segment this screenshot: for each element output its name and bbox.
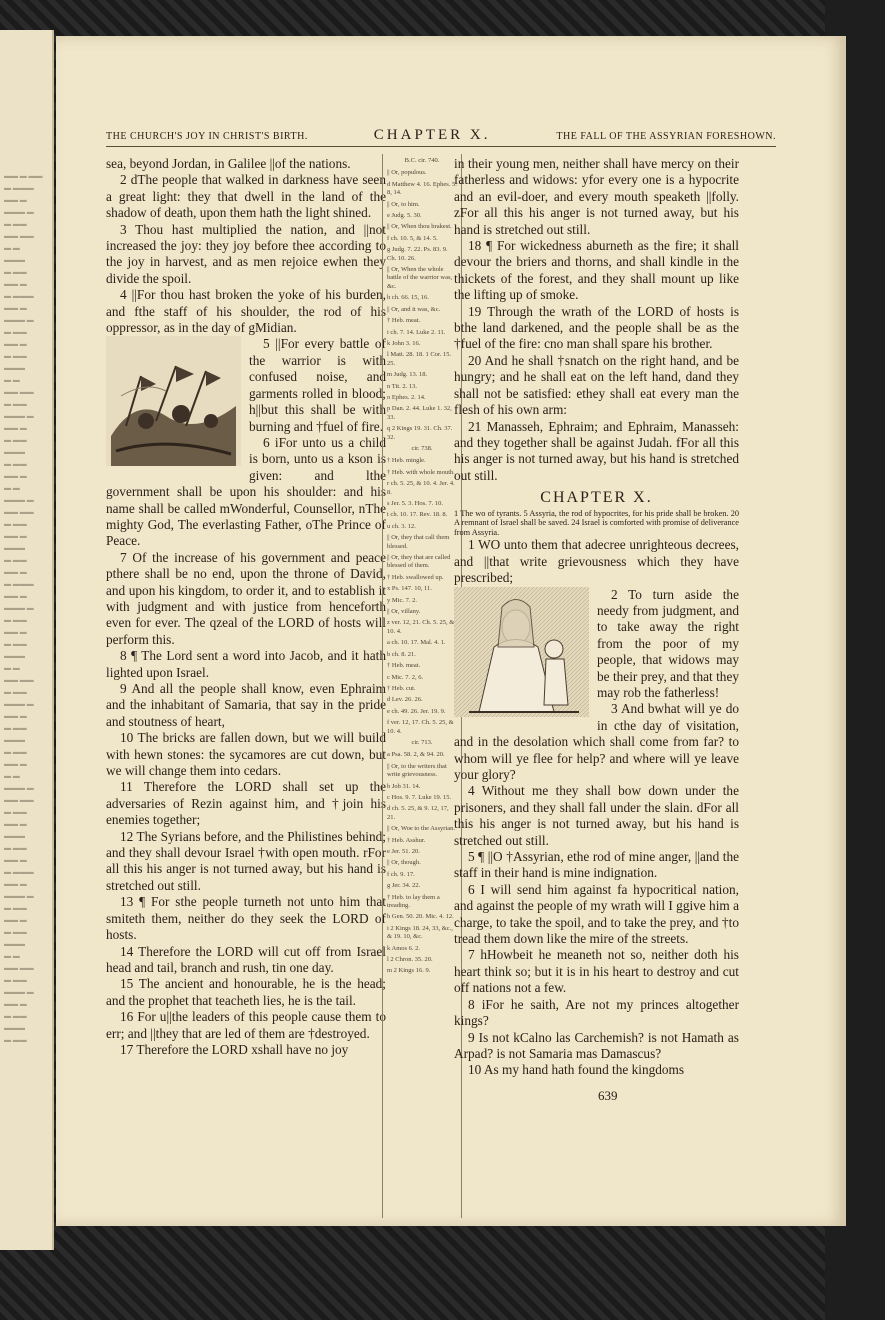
margin-note: † Heb. Asshur. bbox=[387, 836, 426, 844]
chapter-heading: CHAPTER X. bbox=[540, 489, 653, 507]
margin-note: † Heb. with whole mouth. bbox=[387, 468, 455, 476]
verse: 20 And he shall †snatch on the right hand, and be hungry; and he shall eat on the left hand, dand they shall not be satisfied: ethey shall eat every man the flesh of his own arm: bbox=[454, 352, 739, 418]
margin-note: y Mic. 7. 2. bbox=[387, 596, 417, 604]
margin-note: p Dan. 2. 44. Luke 1. 32, 33. bbox=[387, 405, 452, 421]
margin-note: a ch. 10. 17. Mal. 4. 1. bbox=[387, 639, 446, 647]
verse: 4 ||For thou hast broken the yoke of his burden, and fthe staff of his shoulder, the rod of his oppressor, as in the day of gMidian. bbox=[106, 287, 386, 336]
margin-note: a Psa. 58. 2, & 94. 20. bbox=[387, 751, 445, 759]
margin-note: † Heb. mingle. bbox=[387, 457, 426, 465]
margin-note: f ch. 10. 5, & 14. 5. bbox=[387, 234, 438, 242]
verse: 15 The ancient and honourable, he is the head; and the prophet that teacheth lies, he is the tail. bbox=[106, 976, 386, 1008]
margin-note: l 2 Chron. 35. 20. bbox=[387, 956, 433, 964]
margin-note: c Hos. 9. 7. Luke 19. 15. bbox=[387, 793, 452, 801]
margin-note: m Judg. 13. 18. bbox=[387, 371, 428, 379]
margin-note: || Or, though. bbox=[387, 859, 421, 867]
engraving-battle-scene bbox=[106, 336, 241, 470]
verse: 16 For u||the leaders of this people cause them to err; and ||they that are led of them are †destroyed. bbox=[106, 1009, 386, 1041]
verse: 10 The bricks are fallen down, but we will build with hewn stones: the sycamores are cut down, but we will change them into cedars. bbox=[106, 730, 386, 779]
margin-note: l Matt. 28. 18. 1 Cor. 15. 25. bbox=[387, 351, 452, 367]
margin-note: m 2 Kings 16. 9. bbox=[387, 967, 431, 975]
right-column bbox=[454, 156, 739, 1079]
margin-note: B.C. cir. 740. bbox=[404, 157, 440, 164]
running-header bbox=[106, 127, 776, 145]
verse: 11 Therefore the LORD shall set up the adversaries of Rezin against him, and †join his enemies together; bbox=[106, 779, 386, 828]
verse: 19 Through the wrath of the LORD of hosts is bthe land darkened, and the people shall be as the †fuel of the fire: cno man shall spare his brother. bbox=[454, 303, 739, 352]
margin-note: h Gen. 50. 20. Mic. 4. 12. bbox=[387, 913, 454, 921]
verse: 8 ¶ The Lord sent a word into Jacob, and it hath lighted upon Israel. bbox=[106, 648, 386, 680]
margin-note: † Heb. swallowed up. bbox=[387, 573, 444, 581]
margin-note: k Amos 6. 2. bbox=[387, 944, 421, 952]
header-rule bbox=[106, 146, 776, 147]
header-chapter: CHAPTER X. bbox=[373, 127, 491, 143]
verse: 6 iFor unto us a child is born, unto us a kson is given: and lthe government shall be upon his shoulder: and his name shall be called mWonderful, Counsellor, nThe mighty God, The everlasting Father, oThe Prince of Peace. bbox=[106, 434, 386, 549]
margin-note: n Tit. 2. 13. bbox=[387, 382, 417, 390]
margin-note: || Or, to the writers that write grievousness. bbox=[387, 762, 447, 779]
engraving-widow-and-child bbox=[454, 587, 589, 721]
margin-note: z ver. 12, 21. Ch. 5. 25, & 10. 4. bbox=[387, 619, 455, 635]
verse: 2 To turn aside the needy from judgment, and to take away the right from the poor of my people, that widows may be their prey, and that they may rob the fatherless! bbox=[597, 586, 739, 700]
margin-note: || Or, they that are called blessed of them. bbox=[387, 554, 451, 570]
verse: 17 Therefore the LORD xshall have no joy bbox=[120, 1041, 349, 1057]
margin-note: || Or, to him. bbox=[387, 200, 420, 208]
margin-note: || Or, villany. bbox=[387, 608, 421, 616]
verse: 2 dThe people that walked in darkness have seen a great light: they that dwell in the land of the shadow of death, upon them hath the light shined. bbox=[106, 172, 386, 221]
margin-note: || Or, and it was, &c. bbox=[387, 305, 441, 313]
margin-note: || Or, When the whole battle of the warrior was, &c. bbox=[387, 266, 453, 290]
verse: 8 iFor he saith, Are not my princes altogether kings? bbox=[454, 996, 739, 1029]
verse: 7 Of the increase of his government and peace pthere shall be no end, upon the throne of David, and upon his kingdom, to order it, and to establish it with judgment and with justice from henceforth even for ever. The qzeal of the LORD of hosts will perform this. bbox=[106, 549, 386, 647]
margin-note: d Lev. 26. 26. bbox=[387, 696, 423, 704]
verse: 18 ¶ For wickedness aburneth as the fire; it shall devour the briers and thorns, and shall kindle in the thickets of the forest, and they shall mount up like the lifting up of smoke. bbox=[454, 238, 739, 303]
header-left: THE CHURCH'S JOY IN CHRIST'S BIRTH. bbox=[106, 131, 308, 142]
margin-note: r ch. 5. 25, & 10. 4. Jer. 4. 8. bbox=[387, 480, 455, 496]
margin-note: k John 3. 16. bbox=[387, 339, 421, 347]
verse: in their young men, neither shall have mercy on their fatherless and widows: yfor every one is a hypocrite and an evil-doer, and every mouth speaketh ||folly. zFor all this his anger is not turned away, but his hand is stretched out still. bbox=[454, 156, 739, 237]
margin-note: † Heb. to lay them a treading. bbox=[387, 893, 440, 910]
verse: 9 Is not kCalno las Carchemish? is not Hamath as Arpad? is not Samaria mas Damascus? bbox=[454, 1029, 739, 1061]
margin-note: h ch. 66. 15, 16. bbox=[387, 294, 429, 302]
margin-note: b ch. 8. 21. bbox=[387, 650, 416, 658]
margin-note: † Heb. meat. bbox=[387, 317, 421, 325]
margin-note: x Ps. 147. 10, 11. bbox=[387, 585, 432, 593]
margin-note: † Heb. cut. bbox=[387, 684, 416, 692]
verse: 3 Thou hast multiplied the nation, and ||not increased the joy: they joy before thee according to the joy in harvest, and as men rejoice ewhen they divide the spoil. bbox=[106, 221, 386, 286]
verse: 13 ¶ For sthe people turneth not unto him that smiteth them, neither do they seek the LORD of hosts. bbox=[106, 894, 386, 943]
margin-note: f ver. 12, 17. Ch. 5. 25, & 10. 4. bbox=[387, 719, 454, 735]
margin-note: c Mic. 7. 2, 6. bbox=[387, 673, 424, 681]
marginal-references bbox=[382, 154, 462, 1218]
verse: sea, beyond Jordan, in Galilee ||of the nations. bbox=[106, 156, 351, 171]
verse: 21 Manasseh, Ephraim; and Ephraim, Manasseh: and they together shall be against Judah. fFor all this his anger is not turned away, but his hand is stretched out still. bbox=[454, 418, 739, 483]
verse: 5 ¶ ||O †Assyrian, ethe rod of mine anger, ||and the staff in their hand is mine indignation. bbox=[454, 849, 739, 881]
verse: 6 I will send him against fa hypocritical nation, and against the people of my wrath will I ggive him a charge, to take the spoil, and to take the prey, and †to tread them down like the mire of the streets. bbox=[454, 881, 739, 947]
verse: 10 As my hand hath found the kingdoms bbox=[468, 1062, 685, 1078]
margin-note: || Or, Woe to the Assyrian. bbox=[387, 825, 455, 833]
book-page bbox=[56, 36, 846, 1226]
margin-note: i 2 Kings 18. 24, 33, &c., & 19. 10, &c. bbox=[387, 924, 453, 941]
margin-note: q 2 Kings 19. 31. Ch. 37. 32. bbox=[387, 425, 453, 441]
verse: 3 And bwhat will ye do in cthe day of visitation, and in the desolation which shall come from far? to whom will ye flee for help? and where will ye leave your glory? bbox=[454, 701, 739, 782]
margin-note: t ch. 10. 17. Rev. 18. 8. bbox=[387, 511, 448, 519]
verse: 7 hHowbeit he meaneth not so, neither doth his heart think so; but it is in his heart to destroy and cut off nations not a few. bbox=[454, 947, 739, 996]
margin-note: b Job 31. 14. bbox=[387, 782, 421, 790]
margin-note: i ch. 7. 14. Luke 2. 11. bbox=[387, 328, 446, 336]
page-number: 639 bbox=[598, 1088, 618, 1103]
verse: 14 Therefore the LORD will cut off from Israel head and tail, branch and rush, tin one day. bbox=[106, 943, 386, 975]
margin-note: u ch. 3. 12. bbox=[387, 522, 416, 530]
verse: 4 Without me they shall bow down under the prisoners, and they shall fall under the slain. dFor all this his anger is not turned away, but his hand is stretched out still. bbox=[454, 783, 739, 848]
margin-note: f ch. 9. 17. bbox=[387, 870, 415, 878]
margin-note: s Jer. 5. 3. Hos. 7. 10. bbox=[387, 500, 443, 507]
verse: 5 ||For every battle of the warrior is with confused noise, and garments rolled in blood; h||but this shall be with burning and †fuel of fire. bbox=[249, 336, 386, 434]
left-column bbox=[106, 156, 386, 1058]
previous-page-edge bbox=[0, 30, 54, 1250]
header-right: THE FALL OF THE ASSYRIAN FORESHOWN. bbox=[556, 131, 776, 142]
margin-note: || Or, they that call them blessed. bbox=[387, 534, 450, 550]
margin-note: o Ephes. 2. 14. bbox=[387, 393, 426, 401]
margin-note: e Jer. 51. 20. bbox=[387, 848, 420, 855]
chapter-summary: 1 The wo of tyrants. 5 Assyria, the rod of hypocrites, for his pride shall be broken. 20 A remnant of Israel shall be saved. 24 Israel is comforted with promise of deliverance from Assyria. bbox=[454, 508, 739, 537]
verse: 1 WO unto them that adecree unrighteous decrees, and ||that write grievousness which they have prescribed; bbox=[454, 537, 739, 586]
margin-note: g Jer. 34. 22. bbox=[387, 882, 421, 890]
ghost-text: ▬▬ ▬ ▬▬ ▬ ▬▬▬ ▬▬ ▬ ▬▬▬ ▬ ▬ ▬▬ ▬▬ ▬▬ ▬ ▬ ▬▬▬ ▬ ▬▬ ▬▬ ▬ ▬ ▬▬▬ ▬▬ ▬ ▬▬▬ ▬ ▬ ▬▬ ▬▬ ▬ ▬ ▬▬ ▬▬▬ ▬ ▬ ▬▬ ▬▬ ▬ ▬▬ ▬▬▬ ▬ ▬▬ ▬ ▬ ▬▬ ▬▬▬ ▬ ▬▬ ▬▬ ▬ ▬ ▬ ▬▬▬ ▬ ▬▬ ▬▬ ▬ ▬▬ ▬▬ ▬ ▬▬▬ ▬ ▬▬ ▬▬ ▬ ▬ ▬▬▬ ▬▬ ▬ ▬▬▬ ▬ ▬ ▬▬ ▬▬ ▬ ▬ ▬▬ ▬▬▬ ▬ ▬ ▬▬ ▬▬ ▬ ▬▬ ▬▬▬ ▬ ▬▬ ▬ ▬ ▬▬ ▬▬▬ ▬ ▬▬ ▬▬ ▬ ▬ ▬ ▬▬▬ ▬ ▬▬ ▬▬ ▬ ▬▬ ▬▬ ▬ ▬▬▬ ▬ ▬▬ ▬▬ ▬ ▬ ▬▬▬ ▬▬ ▬ ▬▬▬ ▬ ▬ ▬▬ ▬▬ ▬ ▬ ▬▬ ▬▬▬ ▬ ▬ ▬▬ ▬▬ ▬ ▬▬ ▬▬▬ ▬ ▬▬ ▬ ▬ ▬▬ ▬▬▬ ▬ ▬▬ bbox=[4, 172, 43, 1044]
margin-note: || Or, populous. bbox=[387, 169, 427, 177]
margin-note: g Judg. 7. 22. Ps. 83. 9. Ch. 10. 26. bbox=[387, 246, 448, 262]
verse: 12 The Syrians before, and the Philistines behind; and they shall devour Israel †with open mouth. rFor all this his anger is not turned away, but his hand is stretched out still. bbox=[106, 828, 386, 893]
verse: 9 And all the people shall know, even Ephraim and the inhabitant of Samaria, that say in the pride and stoutness of heart, bbox=[106, 681, 386, 729]
margin-note: || Or, When thou brakest. bbox=[387, 223, 452, 231]
margin-note: d Matthew 4. 16. Ephes. 5. 8, 14. bbox=[387, 180, 457, 197]
margin-note: cir. 738. bbox=[411, 444, 433, 452]
margin-note: † Heb. meat. bbox=[387, 662, 421, 670]
margin-note: e Judg. 5. 30. bbox=[387, 212, 422, 220]
margin-note: d ch. 5. 25, & 9. 12, 17, 21. bbox=[387, 805, 449, 821]
margin-note: cir. 713. bbox=[411, 738, 433, 746]
margin-note: e ch. 49. 26. Jer. 19. 9. bbox=[387, 707, 446, 715]
